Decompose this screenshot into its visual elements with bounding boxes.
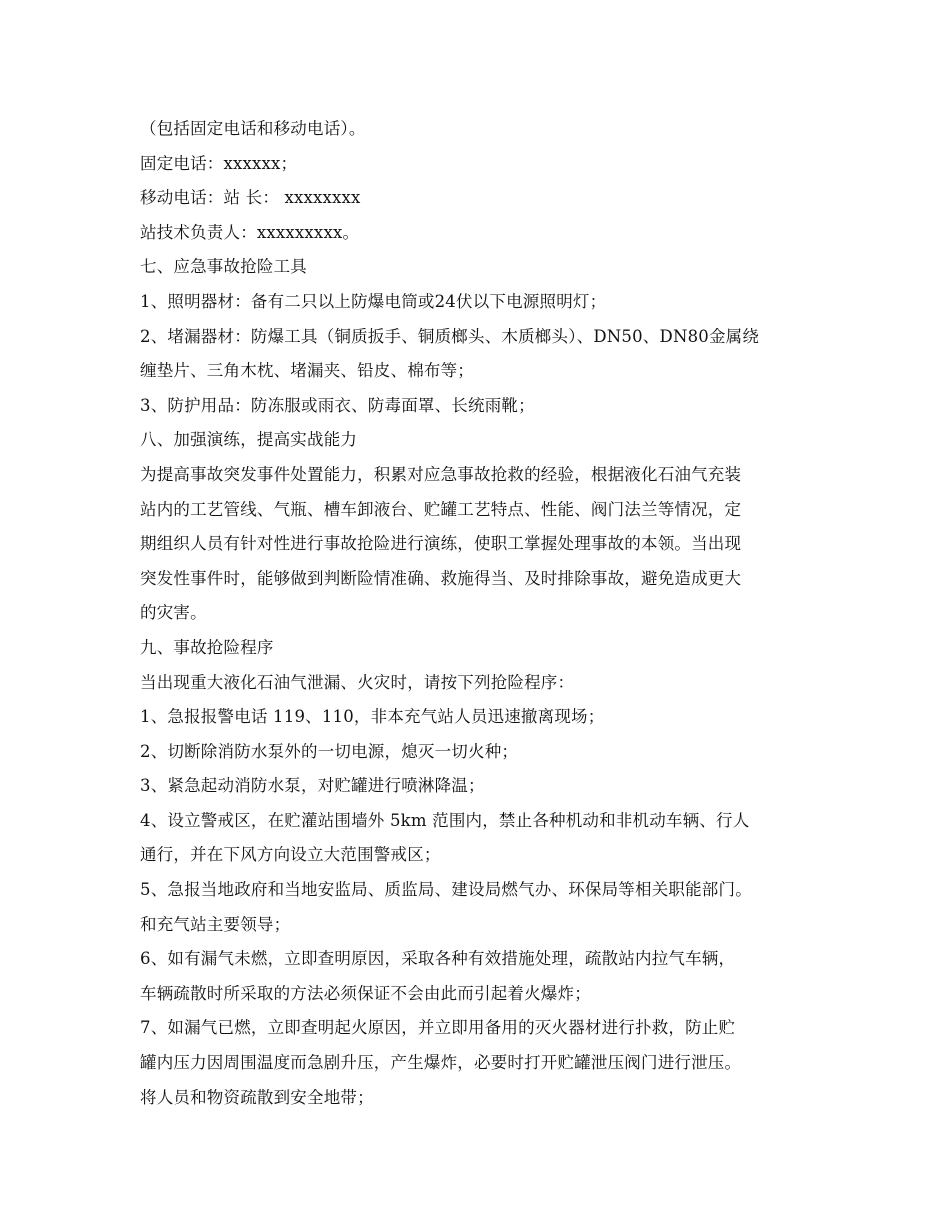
- text-line: 固定电话：xxxxxx；: [140, 153, 298, 173]
- paragraph-line: 为提高事故突发事件处置能力，积累对应急事故抢救的经验，根据液化石油气充装: [140, 464, 742, 484]
- list-item: 2、堵漏器材：防爆工具（铜质扳手、铜质榔头、木质榔头）、DN50、DN80金属绕: [140, 326, 760, 346]
- section-heading: 八、加强演练，提高实战能力: [140, 430, 358, 450]
- list-item: 6、如有漏气未燃，立即查明原因，采取各种有效措施处理，疏散站内拉气车辆，: [140, 949, 736, 969]
- paragraph-line: 的灾害。: [140, 603, 207, 623]
- list-item: 5、急报当地政府和当地安监局、质监局、建设局燃气办、环保局等相关职能部门。: [140, 880, 752, 900]
- list-item: 1、急报报警电话 119、110，非本充气站人员迅速撤离现场；: [140, 707, 605, 727]
- text-line: 车辆疏散时所采取的方法必须保证不会由此而引起着火爆炸；: [140, 983, 591, 1003]
- text-line: 缠垫片、三角木枕、堵漏夹、铅皮、棉布等；: [140, 361, 474, 381]
- list-item: 4、设立警戒区，在贮灌站围墙外 5km 范围内，禁止各种机动和非机动车辆、行人: [140, 810, 750, 830]
- document-body: [140, 112, 830, 1115]
- text-line: （包括固定电话和移动电话）。: [140, 119, 366, 138]
- list-item: 7、如漏气已燃，立即查明起火原因，并立即用备用的灭火器材进行扑救，防止贮: [140, 1018, 736, 1038]
- list-item: 2、切断除消防水泵外的一切电源，熄灭一切火种；: [140, 741, 519, 761]
- section-heading: 九、事故抢险程序: [140, 637, 274, 657]
- paragraph-line: 站内的工艺管线、气瓶、槽车卸液台、贮罐工艺特点、性能、阀门法兰等情况，定: [140, 499, 742, 519]
- text-line: 罐内压力因周围温度而急剧升压，产生爆炸，必要时打开贮罐泄压阀门进行泄压。: [140, 1053, 742, 1073]
- list-item: 1、照明器材：备有二只以上防爆电筒或24伏以下电源照明灯；: [140, 291, 607, 311]
- text-line: 将人员和物资疏散到安全地带；: [140, 1087, 374, 1107]
- paragraph-line: 当出现重大液化石油气泄漏、火灾时，请按下列抢险程序：: [140, 672, 575, 692]
- paragraph-line: 期组织人员有针对性进行事故抢险进行演练，使职工掌握处理事故的本领。当出现: [140, 534, 742, 554]
- paragraph-line: 突发性事件时，能够做到判断险情准确、救施得当、及时排除事故，避免造成更大: [140, 568, 742, 588]
- text-line: 移动电话：站 长： xxxxxxxx: [140, 188, 361, 208]
- text-line: 站技术负责人：xxxxxxxxx。: [140, 222, 360, 242]
- list-item: 3、防护用品：防冻服或雨衣、防毒面罩、长统雨靴；: [140, 395, 535, 415]
- section-heading: 七、应急事故抢险工具: [140, 257, 307, 277]
- text-line: 通行，并在下风方向设立大范围警戒区；: [140, 845, 441, 865]
- text-line: 和充气站主要领导；: [140, 914, 291, 934]
- list-item: 3、紧急起动消防水泵，对贮罐进行喷淋降温；: [140, 776, 485, 796]
